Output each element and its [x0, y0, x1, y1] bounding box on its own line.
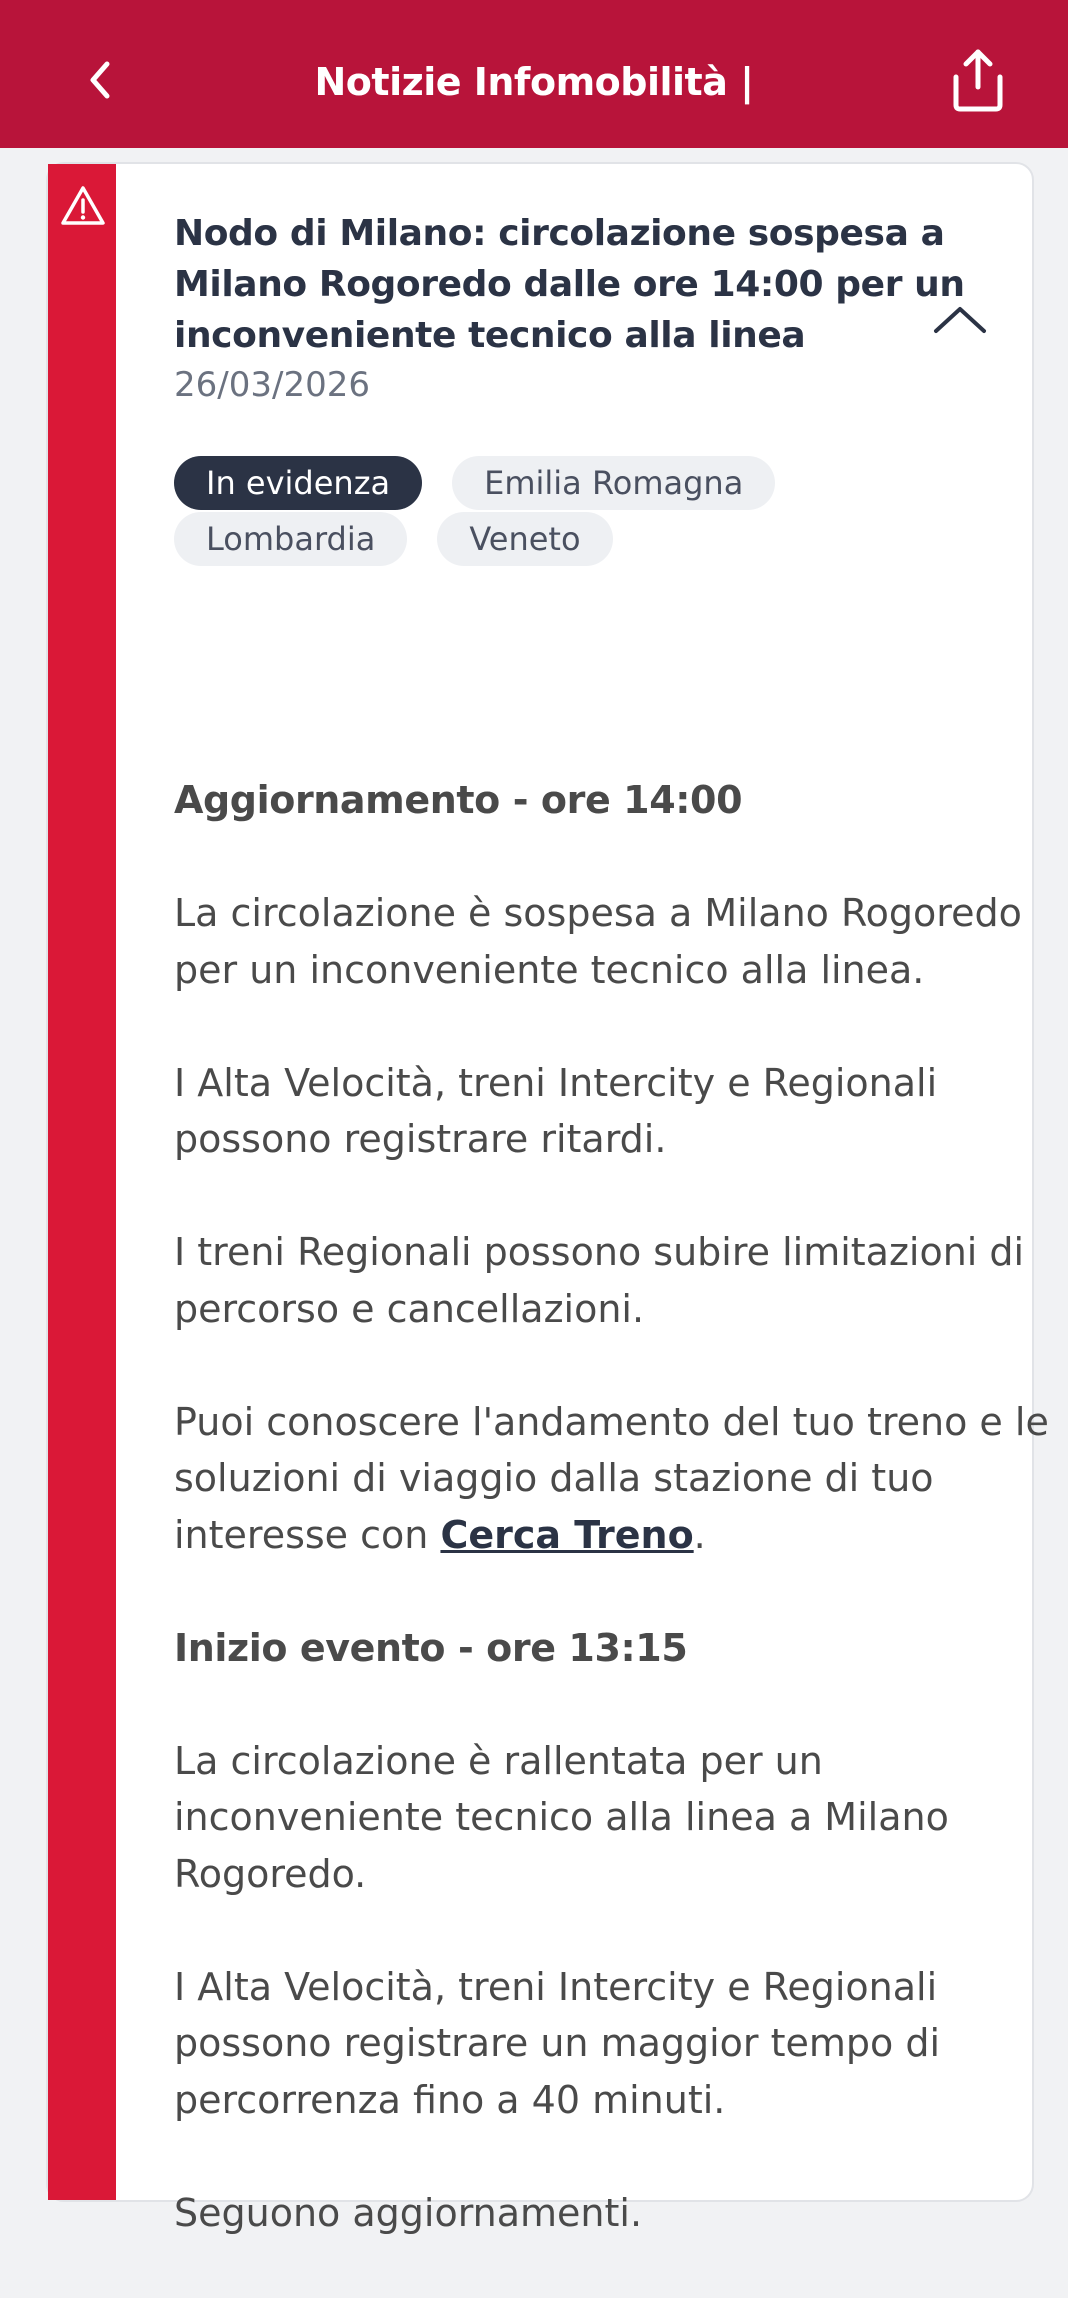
news-body — [174, 772, 1054, 2298]
update-paragraph — [174, 1394, 1054, 1564]
tag-list — [174, 456, 974, 568]
share-button[interactable] — [944, 44, 1012, 116]
paragraph-text: . — [693, 1512, 706, 1557]
news-date: 26/03/2026 — [174, 365, 370, 405]
alert-stripe — [48, 164, 116, 2200]
start-paragraph: I Alta Velocità, treni Intercity e Regionali possono registrare un maggior tempo di percorrenza fino a 40 minuti. — [174, 1964, 941, 2122]
start-paragraph: La circolazione è rallentata per un inconveniente tecnico alla linea a Milano Rogoredo. — [174, 1738, 949, 1896]
start-heading: Inizio evento - ore 13:15 — [174, 1625, 688, 1670]
update-paragraph: I treni Regionali possono subire limitazioni di percorso e cancellazioni. — [174, 1230, 1025, 1331]
share-icon — [948, 47, 1008, 113]
collapse-button[interactable] — [928, 288, 992, 352]
update-heading: Aggiornamento - ore 14:00 — [174, 778, 743, 822]
app-header — [0, 0, 1068, 148]
update-paragraph: I Alta Velocità, treni Intercity e Regionali possono registrare ritardi. — [174, 1060, 938, 1161]
chevron-up-icon — [933, 305, 987, 335]
cerca-treno-link[interactable]: Cerca Treno — [440, 1512, 694, 1557]
tag-emilia-romagna[interactable]: Emilia Romagna — [452, 456, 775, 510]
page-title: Notizie Infomobilità | — [314, 60, 754, 104]
paragraph-text: Puoi conoscere l'andamento del tuo treno e le soluzioni di viaggio dalla stazione di tuo interesse con — [174, 1399, 1049, 1557]
update-paragraph: La circolazione è sospesa a Milano Rogoredo per un inconveniente tecnico alla linea. — [174, 891, 1022, 992]
tag-lombardia[interactable]: Lombardia — [174, 512, 407, 566]
news-title: Nodo di Milano: circolazione sospesa a Milano Rogoredo dalle ore 14:00 per un inconveniente tecnico alla linea — [174, 213, 965, 356]
news-card — [46, 162, 1049, 2235]
warning-icon — [60, 184, 106, 228]
tag-in-evidenza[interactable]: In evidenza — [174, 456, 422, 510]
tag-veneto[interactable]: Veneto — [437, 512, 612, 566]
start-paragraph: Seguono aggiornamenti. — [174, 2190, 643, 2235]
